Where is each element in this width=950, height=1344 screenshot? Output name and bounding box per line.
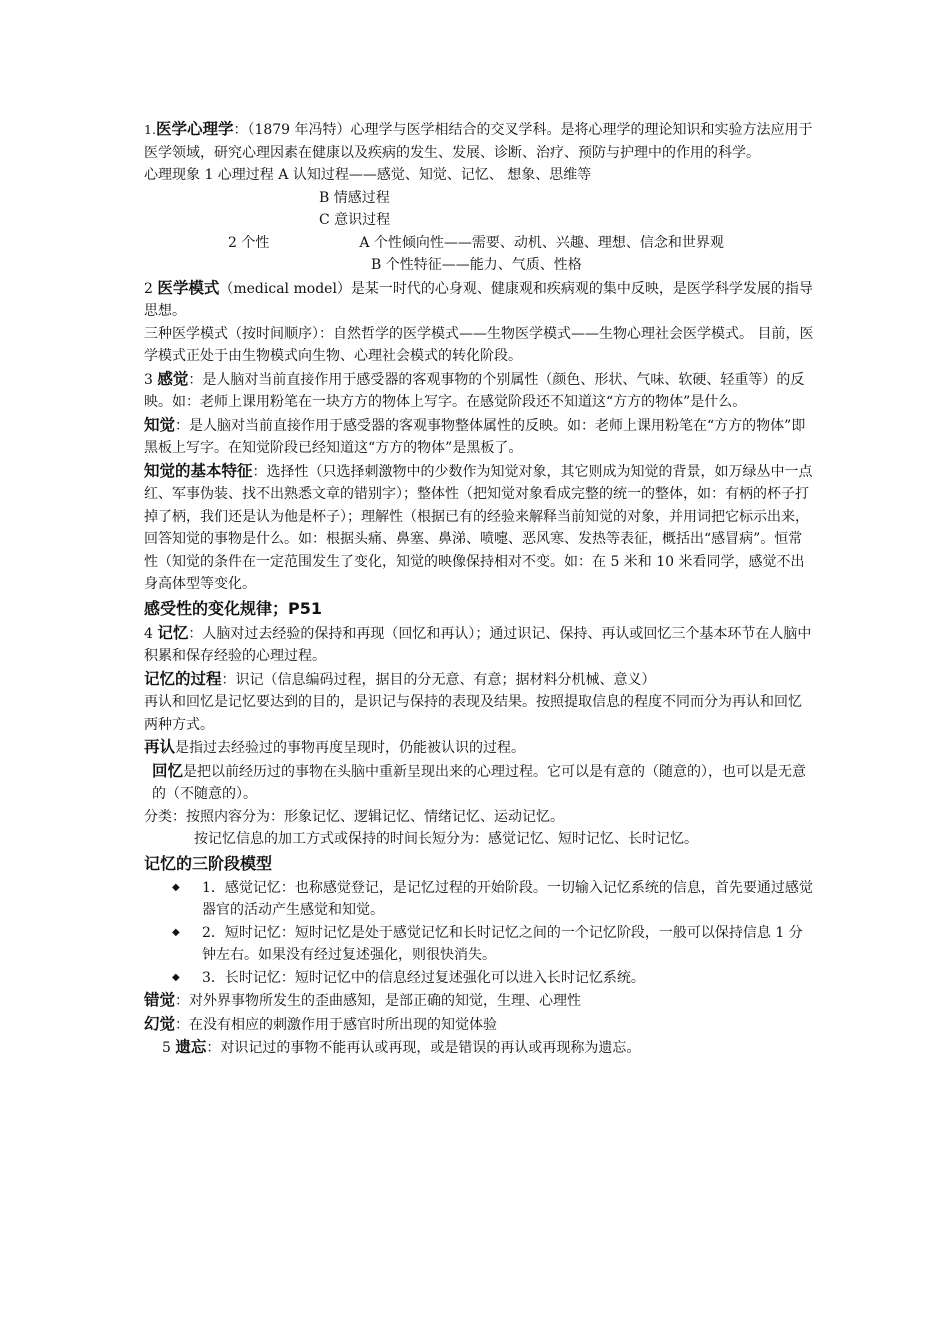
paragraph-memory	[144, 622, 814, 668]
diamond-bullet-icon: ◆	[172, 881, 180, 893]
paragraph-memory-process	[144, 668, 814, 692]
definition-text: ：人脑对过去经验的保持和再现（回忆和再认）；通过识记、保持、再认或回忆三个基本环节在人脑中积累和保存经验的心理过程。	[144, 625, 812, 664]
paragraph-recognition	[144, 736, 814, 760]
term-recognition: 再认	[144, 738, 176, 756]
term-medical-model: 医学模式	[157, 278, 220, 297]
definition-text: 选择性（只选择刺激物中的少数作为知觉对象，其它则成为知觉的背景，如万绿丛中一点红、军事伪装、找不出熟悉文章的错别字）；整体性（把知觉对象看成完整的统一的整体，如：有柄的杯子打掉了柄，我们还是认为他是杯子）；理解性（根据已有的经验来解释当前知觉的对象，并用词把它标示出来，回答知觉的事物是什么。如：根据头痛、鼻塞、鼻涕、喷嚏、恶风寒、发热等表征，概括出“感冒病”。恒常性（知觉的条件在一定范围发生了变化，知觉的映像保持相对不变。如：在 5 米和 10 米看同学，感觉不出身高体型等变化。	[144, 463, 813, 592]
phenomena-line-2: B 情感过程	[319, 189, 390, 206]
term-memory: 记忆	[157, 623, 189, 642]
section-number: 4	[144, 625, 158, 642]
paragraph-medical-psychology	[144, 118, 814, 164]
document-page	[144, 118, 814, 1060]
phenomena-line-5: B 个性特征——能力、气质、性格	[371, 257, 582, 273]
term-perception-features: 知觉的基本特征	[144, 461, 253, 480]
section-number: 2	[144, 280, 158, 297]
heading-three-stage-model: 记忆的三阶段模型	[144, 853, 273, 873]
definition-text: ：在没有相应的刺激作用于感官时所出现的知觉体验	[175, 1016, 498, 1033]
term-hallucination: 幻觉	[144, 1014, 176, 1033]
phenomena-line-1: 心理现象 1 心理过程 A 认知过程——感觉、知觉、记忆、 想象、思维等	[144, 167, 592, 183]
paragraph-sensation	[144, 368, 814, 414]
paragraph-illusion	[144, 989, 814, 1013]
definition-text: ：是人脑对当前直接作用于感受器的客观事物整体属性的反映。如：老师上课用粉笔在“方方的物体”即黑板上写字。在知觉阶段已经知道这“方方的物体”是黑板了。	[144, 417, 806, 456]
paragraph-recall	[144, 760, 814, 806]
term-medical-psychology: 医学心理学	[155, 120, 234, 138]
phenomena-line-3: C 意识过程	[319, 212, 391, 228]
diamond-bullet-icon: ◆	[172, 926, 180, 938]
definition-text: 是把以前经历过的事物在头脑中重新呈现出来的心理过程。它可以是有意的（随意的），也可以是无意的（不随意的）。	[152, 763, 807, 802]
phenomena-line-4	[144, 232, 814, 255]
definition-text: ：是人脑对当前直接作用于感受器的客观事物的个别属性（颜色、形状、气味、软硬、轻重等）的反映。如：老师上课用粉笔在一块方方的物体上写字。在感觉阶段还不知道这“方方的物体”是什么。	[144, 371, 805, 410]
diamond-bullet-icon: ◆	[172, 971, 180, 983]
term-sensation: 感觉	[157, 369, 189, 388]
colon: ：	[233, 122, 248, 138]
paragraph-memory-process-2: 再认和回忆是记忆要达到的目的，是识记与保持的表现及结果。按照提取信息的程度不同而分为再认和回忆两种方式。	[144, 694, 802, 733]
list-item	[144, 967, 814, 990]
section-number: 1.	[144, 122, 156, 137]
definition-text: ：对外界事物所发生的歪曲感知，是部正确的知觉，生理、心理性	[175, 993, 582, 1009]
list-item	[144, 877, 814, 922]
term-illusion: 错觉	[144, 991, 176, 1009]
colon: ：	[221, 671, 236, 688]
definition-text: 识记（信息编码过程，据目的分无意、有意；据材料分机械、意义）	[235, 671, 656, 688]
personality-label: 2 个性	[228, 234, 270, 251]
term-perception: 知觉	[144, 415, 176, 434]
list-item-text: 1．感觉记忆：也称感觉登记，是记忆过程的开始阶段。一切输入记忆系统的信息，首先要通过感觉器官的活动产生感觉和知觉。	[202, 879, 813, 918]
paragraph-medical-model	[144, 277, 814, 323]
list-item-text: 3．长时记忆：短时记忆中的信息经过复述强化可以进入长时记忆系统。	[202, 969, 645, 986]
section-number: 3	[144, 371, 158, 388]
paragraph-forgetting	[144, 1036, 814, 1060]
colon: ：	[252, 463, 267, 480]
definition-text: 是指过去经验过的事物再度呈现时，仍能被认识的过程。	[175, 740, 526, 756]
personality-tendency: A 个性倾向性——需要、动机、兴趣、理想、信念和世界观	[359, 234, 724, 251]
term-recall: 回忆	[152, 761, 184, 780]
list-item	[144, 922, 814, 967]
definition-text: （medical model）是某一时代的心身观、健康观和疾病观的集中反映，是医学科学发展的指导思想。	[144, 280, 813, 319]
classification-line-1: 分类：按照内容分为：形象记忆、逻辑记忆、情绪记忆、运动记忆。	[144, 808, 564, 825]
paragraph-perception	[144, 414, 814, 460]
classification-line-2: 按记忆信息的加工方式或保持的时间长短分为：感觉记忆、短时记忆、长时记忆。	[194, 831, 698, 847]
definition-text: ：对识记过的事物不能再认或再现，或是错误的再认或再现称为遗忘。	[206, 1040, 641, 1056]
list-item-text: 2．短时记忆：短时记忆是处于感觉记忆和长时记忆之间的一个记忆阶段，一般可以保持信息 1 分钟左右。如果没有经过复述强化，则很快消失。	[202, 924, 803, 963]
paragraph-hallucination	[144, 1013, 814, 1037]
section-number: 5	[162, 1040, 176, 1056]
paragraph-three-models: 三种医学模式（按时间顺序）：自然哲学的医学模式——生物医学模式——生物心理社会医学模式。 目前，医学模式正处于由生物模式向生物、心理社会模式的转化阶段。	[144, 325, 814, 364]
definition-text: （1879 年冯特）心理学与医学相结合的交叉学科。是将心理学的理论知识和实验方法应用于医学领域，研究心理因素在健康以及疾病的发生、发展、诊断、治疗、预防与护理中的作用的科学。	[144, 122, 813, 161]
paragraph-perception-features	[144, 460, 814, 596]
term-memory-process: 记忆的过程	[144, 669, 222, 688]
term-forgetting: 遗忘	[175, 1038, 207, 1056]
heading-sensitivity-law: 感受性的变化规律；P51	[144, 598, 322, 618]
